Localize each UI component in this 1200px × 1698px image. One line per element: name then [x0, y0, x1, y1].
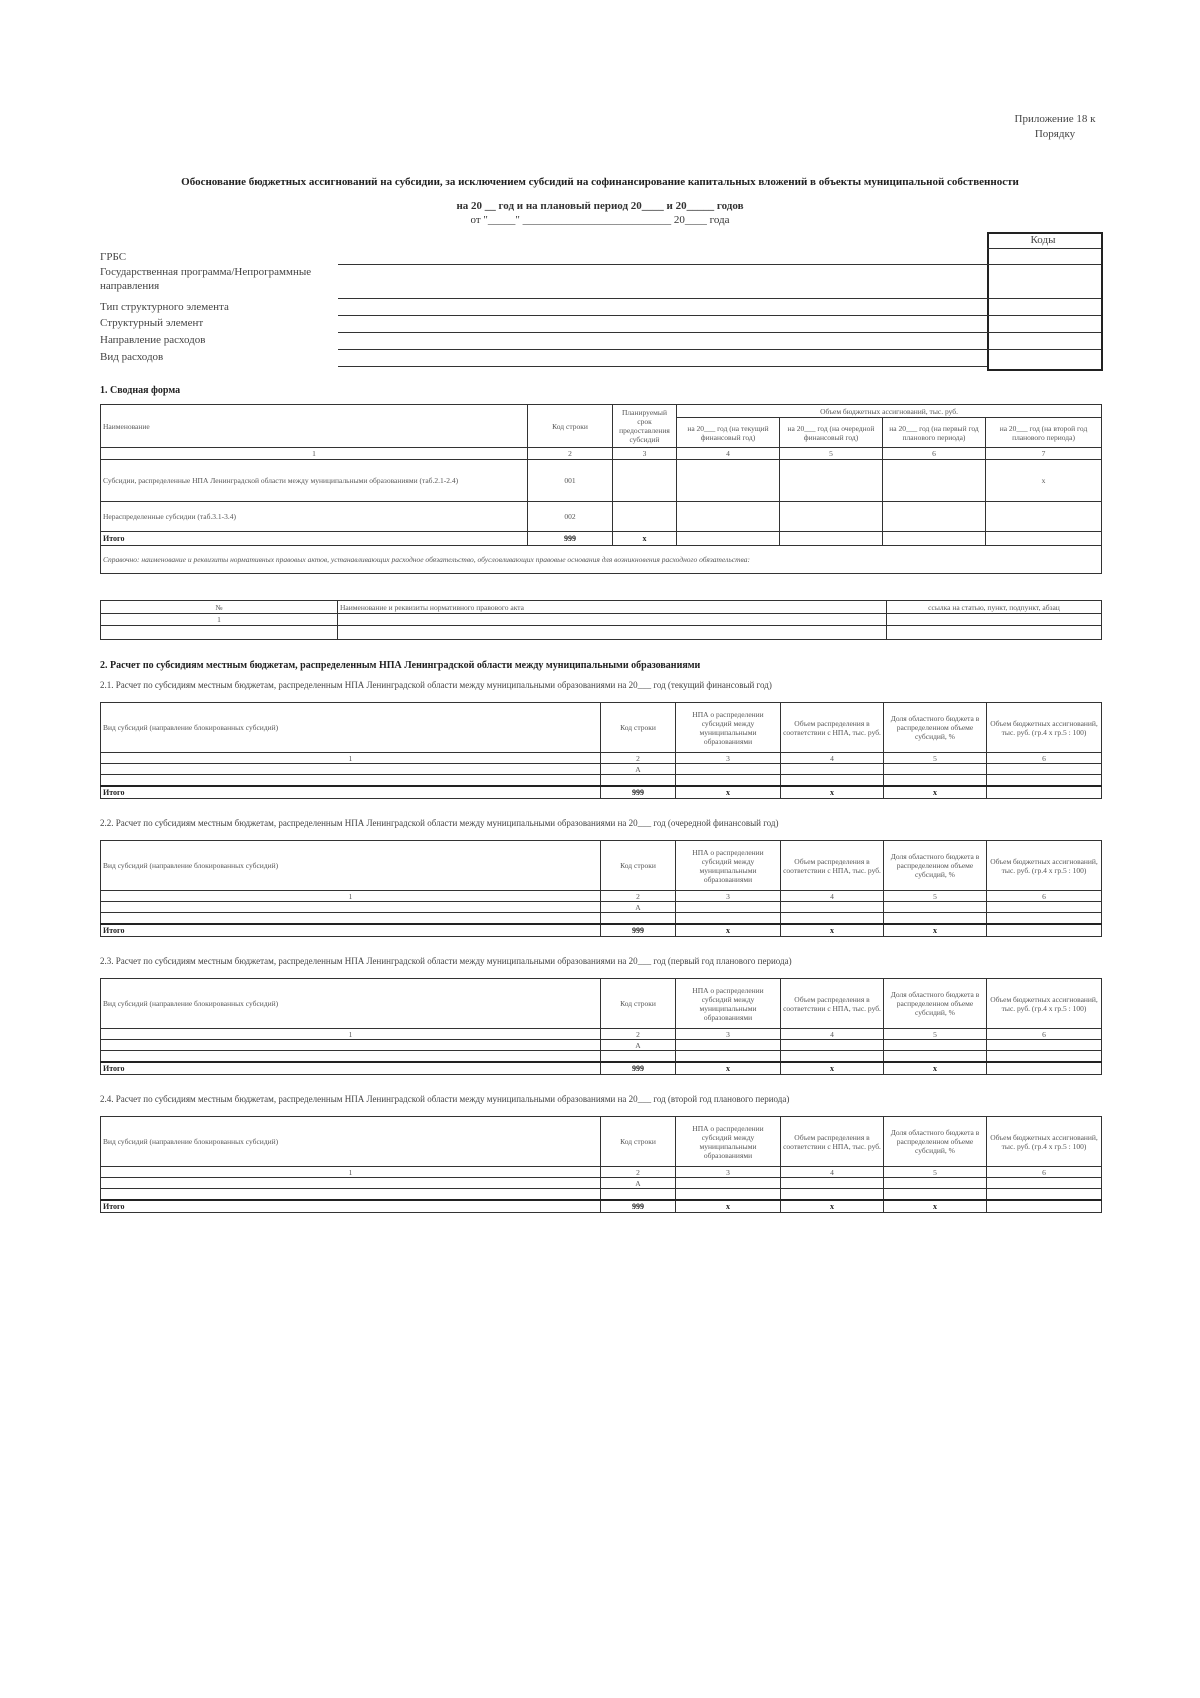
col-number: 4	[781, 891, 884, 902]
col-number: 3	[676, 891, 781, 902]
col-share: Доля областного бюджета в распределенном объеме субсидий, %	[884, 979, 987, 1029]
col-npa: НПА о распределении субсидий между муниципальными образованиями	[676, 979, 781, 1029]
appendix-line1: Приложение 18 к	[1014, 113, 1096, 125]
col-number: 2	[601, 891, 676, 902]
row-code-a: А	[601, 764, 676, 775]
col-number: 2	[601, 1029, 676, 1040]
total-label: Итого	[101, 924, 601, 937]
col-code: Код строки	[528, 405, 613, 448]
row-term	[613, 502, 677, 532]
col-number: 6	[987, 1167, 1102, 1178]
col-budget: Объем бюджетных ассигнований, тыс. руб. (гр.4 x гр.5 : 100)	[987, 841, 1102, 891]
calc-table-2-4	[100, 1116, 1102, 1213]
appendix-line2: Порядку	[1034, 128, 1076, 140]
subsection-title: 2.3. Расчет по субсидиям местным бюджетам, распределенным НПА Ленинградской области между муниципальными образованиями на 20___ год (первый год планового периода)	[100, 956, 792, 966]
col-year-plan1: на 20___ год (на первый год планового периода)	[883, 418, 986, 448]
reference-note: Справочно: наименование и реквизиты нормативных правовых актов, устанавливающих расходное обязательство, обусловливающих правовые основания для возникновения расходного обязательства:	[101, 546, 1102, 574]
table-row	[101, 460, 1102, 502]
col-number: 6	[987, 891, 1102, 902]
row-code: 002	[528, 502, 613, 532]
total-code: 999	[528, 532, 613, 546]
col-year-next: на 20___ год (на очередной финансовый год)	[780, 418, 883, 448]
total-x: x	[884, 786, 987, 799]
col-code: Код строки	[601, 841, 676, 891]
total-x: x	[676, 786, 781, 799]
col-number: 4	[677, 448, 780, 460]
col-number: 6	[987, 753, 1102, 764]
col-number: 5	[780, 448, 883, 460]
col-number: 2	[601, 1167, 676, 1178]
row-code-a: А	[601, 1040, 676, 1051]
col-npa: НПА о распределении субсидий между муниципальными образованиями	[676, 703, 781, 753]
row-code-a: А	[601, 902, 676, 913]
total-x: x	[676, 924, 781, 937]
col-number: 4	[781, 753, 884, 764]
col-share: Доля областного бюджета в распределенном объеме субсидий, %	[884, 703, 987, 753]
col-number: 2	[528, 448, 613, 460]
col-term: Планируемый срок предоставления субсидий	[613, 405, 677, 448]
col-name: Наименование	[101, 405, 528, 448]
field-element: Структурный элемент	[100, 317, 204, 329]
field-expense-type: Вид расходов	[100, 351, 164, 363]
col-number: 6	[883, 448, 986, 460]
total-label: Итого	[101, 1062, 601, 1075]
col-number: 5	[884, 1029, 987, 1040]
col-share: Доля областного бюджета в распределенном объеме субсидий, %	[884, 841, 987, 891]
total-x: x	[676, 1062, 781, 1075]
col-number: 5	[884, 1167, 987, 1178]
col-number: 1	[101, 1167, 601, 1178]
row-name: Субсидии, распределенные НПА Ленинградской области между муниципальными образованиями (таб.2.1-2.4)	[101, 460, 528, 502]
col-number: 1	[101, 448, 528, 460]
total-code: 999	[601, 1062, 676, 1075]
total-row	[101, 532, 1102, 546]
field-grbs: ГРБС	[100, 251, 127, 263]
col-code: Код строки	[601, 979, 676, 1029]
total-x: x	[884, 924, 987, 937]
col-number: 5	[884, 753, 987, 764]
field-element-type: Тип структурного элемента	[100, 301, 229, 313]
row-name: Нераспределенные субсидии (таб.3.1-3.4)	[101, 502, 528, 532]
row-code-a: А	[601, 1178, 676, 1189]
appendix-note	[980, 112, 1130, 142]
col-year-current: на 20___ год (на текущий финансовый год)	[677, 418, 780, 448]
col-number: 3	[676, 753, 781, 764]
col-type: Вид субсидий (направление блокированных субсидий)	[101, 841, 601, 891]
total-x: x	[613, 532, 677, 546]
date-line: от "_____" ___________________________ 20____ года	[470, 214, 730, 226]
subsection-title: 2.4. Расчет по субсидиям местным бюджетам, распределенным НПА Ленинградской области между муниципальными образованиями на 20___ год (второй год планового периода)	[100, 1094, 790, 1104]
total-x: x	[781, 924, 884, 937]
total-x: x	[781, 786, 884, 799]
col-number: 6	[987, 1029, 1102, 1040]
col-number: 1	[101, 891, 601, 902]
col-number: 1	[101, 753, 601, 764]
row-term	[613, 460, 677, 502]
col-number: 3	[613, 448, 677, 460]
col-npa: НПА о распределении субсидий между муниципальными образованиями	[676, 841, 781, 891]
col-volume: Объем распределения в соответствии с НПА, тыс. руб.	[781, 703, 884, 753]
calc-table-2-3	[100, 978, 1102, 1075]
col-number: 5	[884, 891, 987, 902]
total-code: 999	[601, 786, 676, 799]
col-number: 3	[676, 1167, 781, 1178]
subsection-title: 2.1. Расчет по субсидиям местным бюджетам, распределенным НПА Ленинградской области между муниципальными образованиями на 20___ год (текущий финансовый год)	[100, 680, 772, 690]
col-number: 2	[601, 753, 676, 764]
col-budget: Объем бюджетных ассигнований, тыс. руб. (гр.4 x гр.5 : 100)	[987, 703, 1102, 753]
col-type: Вид субсидий (направление блокированных субсидий)	[101, 979, 601, 1029]
summary-table	[100, 404, 1102, 574]
section2-title: 2. Расчет по субсидиям местным бюджетам, распределенным НПА Ленинградской области между муниципальными образованиями	[100, 660, 701, 671]
total-label: Итого	[101, 786, 601, 799]
col-share: Доля областного бюджета в распределенном объеме субсидий, %	[884, 1117, 987, 1167]
col-year-plan2: на 20___ год (на второй год планового периода)	[986, 418, 1102, 448]
table-row	[101, 502, 1102, 532]
col-number: 1	[101, 1029, 601, 1040]
total-row	[101, 1062, 1102, 1075]
col-npa: НПА о распределении субсидий между муниципальными образованиями	[676, 1117, 781, 1167]
total-x: x	[676, 1200, 781, 1213]
calc-table-2-2	[100, 840, 1102, 937]
ref-col-link: ссылка на статью, пункт, подпункт, абзац	[887, 601, 1102, 614]
col-number: 4	[781, 1167, 884, 1178]
field-direction: Направление расходов	[100, 334, 206, 346]
total-code: 999	[601, 924, 676, 937]
col-budget: Объем бюджетных ассигнований, тыс. руб. (гр.4 x гр.5 : 100)	[987, 979, 1102, 1029]
total-label: Итого	[101, 1200, 601, 1213]
row-x: x	[986, 460, 1102, 502]
reference-table	[100, 600, 1102, 640]
col-volume: Объем распределения в соответствии с НПА, тыс. руб.	[781, 841, 884, 891]
row-code: 001	[528, 460, 613, 502]
col-number: 4	[781, 1029, 884, 1040]
section1-title: 1. Сводная форма	[100, 385, 181, 396]
col-volume: Объем бюджетных ассигнований, тыс. руб.	[677, 405, 1102, 418]
col-volume: Объем распределения в соответствии с НПА, тыс. руб.	[781, 1117, 884, 1167]
codes-label: Коды	[1030, 234, 1056, 246]
col-number: 3	[676, 1029, 781, 1040]
ref-col-num: №	[101, 601, 338, 614]
subsection-title: 2.2. Расчет по субсидиям местным бюджетам, распределенным НПА Ленинградской области между муниципальными образованиями на 20___ год (очередной финансовый год)	[100, 818, 779, 828]
field-program: Государственная программа/Непрограммные направления	[100, 266, 312, 292]
col-type: Вид субсидий (направление блокированных субсидий)	[101, 703, 601, 753]
col-code: Код строки	[601, 703, 676, 753]
col-volume: Объем распределения в соответствии с НПА, тыс. руб.	[781, 979, 884, 1029]
calc-table-2-1	[100, 702, 1102, 799]
total-x: x	[781, 1200, 884, 1213]
col-number: 7	[986, 448, 1102, 460]
ref-num: 1	[101, 614, 338, 626]
period-line: на 20 __ год и на плановый период 20____ и 20_____ годов	[456, 200, 744, 212]
total-row	[101, 924, 1102, 937]
document-title: Обоснование бюджетных ассигнований на субсидии, за исключением субсидий на софинансирование капитальных вложений в объекты муниципальной собственности	[181, 176, 1019, 188]
col-code: Код строки	[601, 1117, 676, 1167]
total-label: Итого	[101, 532, 528, 546]
total-code: 999	[601, 1200, 676, 1213]
total-row	[101, 1200, 1102, 1213]
col-budget: Объем бюджетных ассигнований, тыс. руб. (гр.4 x гр.5 : 100)	[987, 1117, 1102, 1167]
row-x	[986, 502, 1102, 532]
total-row	[101, 786, 1102, 799]
total-x: x	[884, 1062, 987, 1075]
ref-col-name: Наименование и реквизиты нормативного правового акта	[338, 601, 887, 614]
total-x: x	[781, 1062, 884, 1075]
col-type: Вид субсидий (направление блокированных субсидий)	[101, 1117, 601, 1167]
total-x: x	[884, 1200, 987, 1213]
codes-box	[987, 232, 1103, 371]
